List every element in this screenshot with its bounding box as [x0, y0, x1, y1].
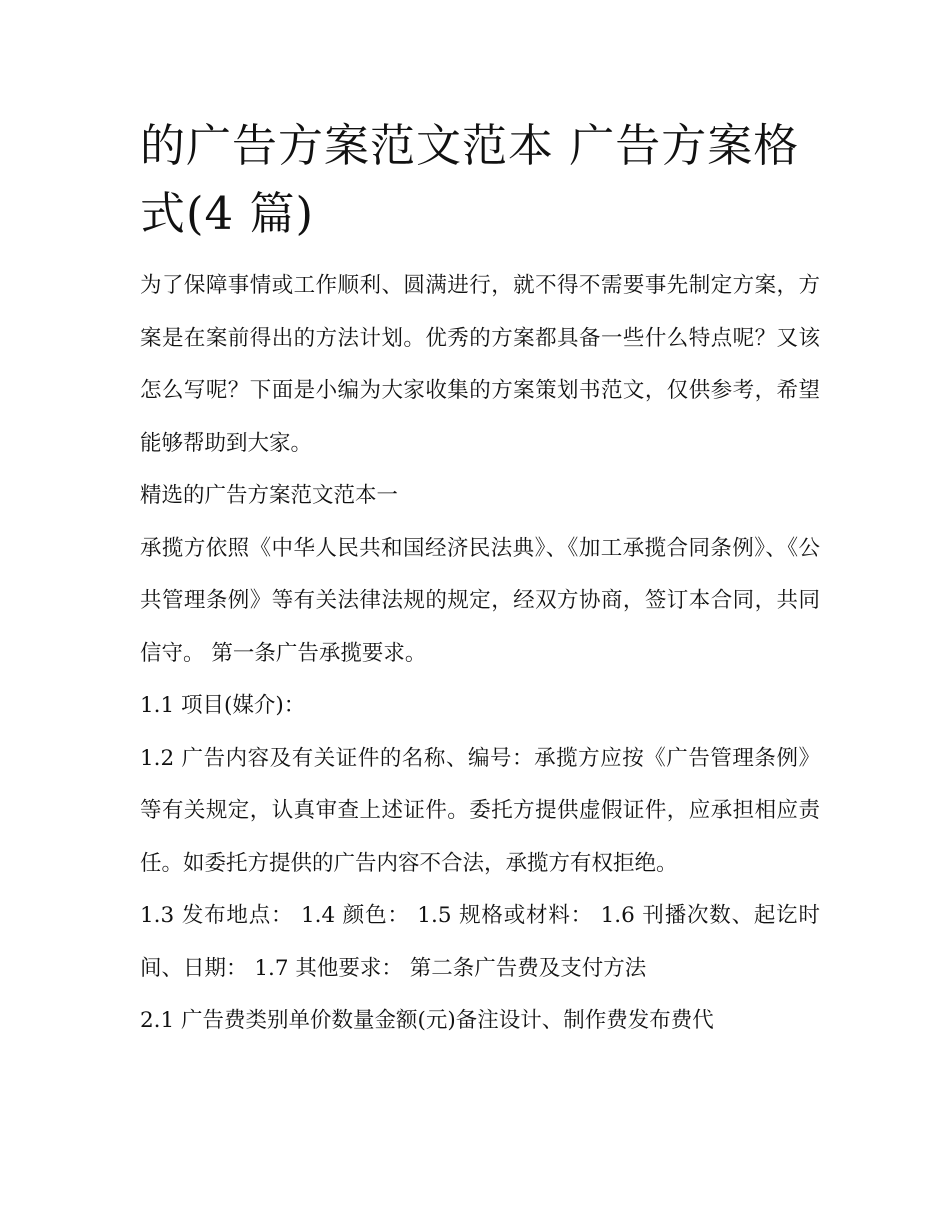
contract-preamble: 承揽方依照《中华人民共和国经济民法典》、《加工承揽合同条例》、《公共管理条例》等有关法律法规的规定，经双方协商，签订本合同，共同信守。 第一条广告承揽要求。	[140, 535, 820, 666]
document-title: 的广告方案范文范本 广告方案格式(4 篇)	[140, 119, 800, 240]
intro-paragraph: 为了保障事情或工作顺利、圆满进行，就不得不需要事先制定方案，方案是在案前得出的方法计划。优秀的方案都具备一些什么特点呢？又该怎么写呢？下面是小编为大家收集的方案策划书范文，仅供参考，希望能够帮助到大家。	[140, 273, 820, 456]
clause-1-1: 1.1 项目(媒介)：	[140, 693, 306, 718]
document-body	[140, 112, 820, 1048]
clause-1-3-to-1-7: 1.3 发布地点： 1.4 颜色： 1.5 规格或材料： 1.6 刊播次数、起讫时间、日期： 1.7 其他要求： 第二条广告费及支付方法	[140, 903, 820, 981]
clause-2-1: 2.1 广告费类别单价数量金额(元)备注设计、制作费发布费代	[140, 1008, 714, 1033]
section-heading: 精选的广告方案范文范本一	[140, 483, 399, 508]
clause-1-2: 1.2 广告内容及有关证件的名称、编号：承揽方应按《广告管理条例》等有关规定，认真审查上述证件。委托方提供虚假证件，应承担相应责任。如委托方提供的广告内容不合法，承揽方有权拒绝。	[140, 745, 820, 876]
